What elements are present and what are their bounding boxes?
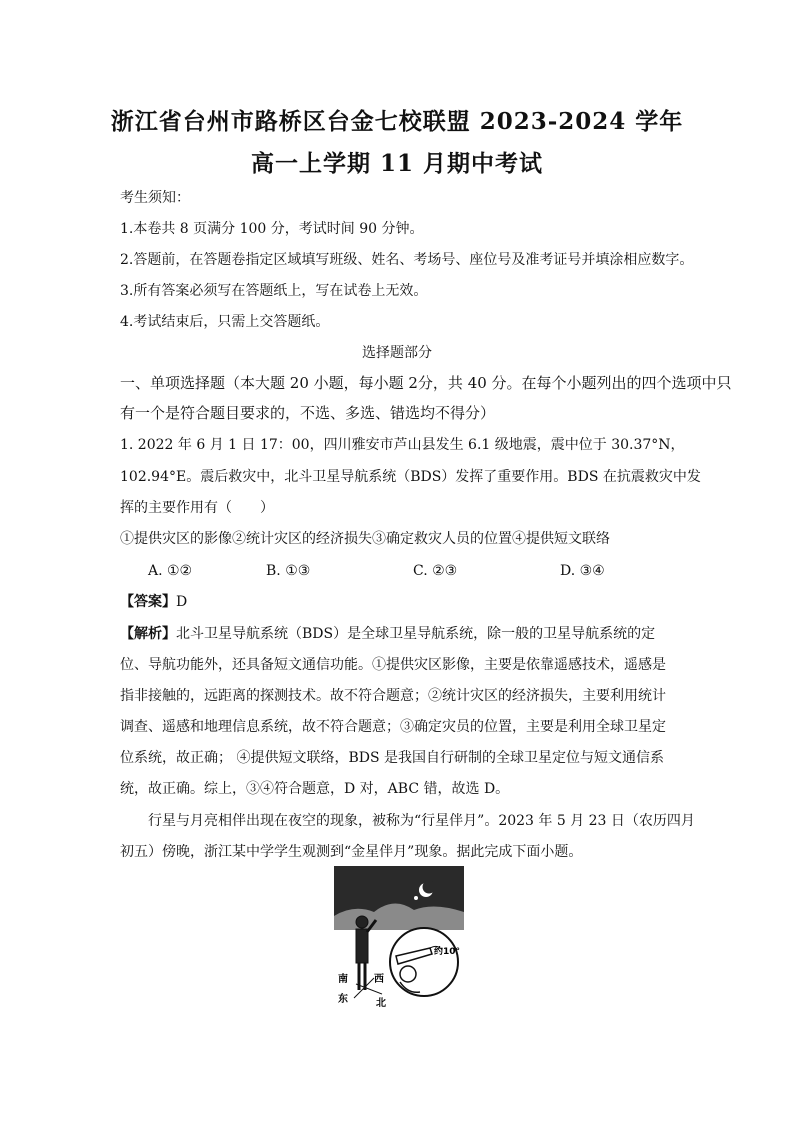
dir-east-label: 东	[338, 994, 348, 1005]
analysis-text: 位系统，故正确； ④提供短文联络，BDS 是我国自行研制的全球卫星定位与短文通信系	[120, 750, 665, 766]
option-c: C. ②③	[413, 563, 458, 579]
venus-dot	[414, 896, 418, 900]
analysis-text: 指非接触的，远距离的探测技术。故不符合题意；②统计灾区的经济损失，主要利用统计	[120, 688, 666, 704]
notice-item: 4.考试结束后，只需上交答题纸。	[120, 314, 330, 330]
analysis-text: 调查、遥感和地理信息系统，故不符合题意；③确定灾员的位置，主要是利用全球卫星定	[120, 719, 666, 735]
analysis-text: 统，故正确。综上，③④符合题意，D 对，ABC 错，故选 D。	[120, 781, 510, 797]
notice-item: 3.所有答案必须写在答题纸上，写在试卷上无效。	[120, 283, 428, 299]
section-title: 选择题部分	[362, 345, 432, 361]
option-d: D. ③④	[560, 563, 605, 579]
exam-title-line1: 浙江省台州市路桥区台金七校联盟 2023-2024 学年	[110, 108, 684, 135]
analysis-label: 【解析】	[120, 626, 176, 642]
dir-west-label: 西	[374, 974, 384, 985]
answer-line	[120, 593, 187, 611]
question1-statements: ①提供灾区的影像②统计灾区的经济损失③确定救灾人员的位置④提供短文联络	[120, 531, 610, 547]
notice-heading: 考生须知：	[120, 190, 190, 206]
dir-north-label: 北	[376, 998, 386, 1009]
analysis-line	[120, 625, 655, 643]
notice-item: 2.答题前，在答题卷指定区域填写班级、姓名、考场号、座位号及准考证号并填涂相应数字。	[120, 252, 694, 268]
analysis-text: 北斗卫星导航系统（BDS）是全球卫星导航系统，除一般的卫星导航系统的定	[176, 626, 656, 642]
passage-text: 初五）傍晚，浙江某中学学生观测到“金星伴月”现象。据此完成下面小题。	[120, 844, 583, 860]
question1-stem: 1. 2022 年 6 月 1 日 17：00，四川雅安市芦山县发生 6.1 级地震，震中位于 30.37°N，	[120, 437, 685, 453]
observation-figure	[334, 866, 464, 1010]
dir-south-label: 南	[338, 974, 348, 985]
notice-item: 1.本卷共 8 页满分 100 分，考试时间 90 分钟。	[120, 221, 424, 237]
answer-label: 【答案】	[120, 594, 176, 610]
section-instruction: 一、单项选择题（本大题 20 小题，每小题 2分，共 40 分。在每个小题列出的四个选项中只	[120, 374, 732, 392]
option-b: B. ①③	[266, 563, 311, 579]
observation-illustration	[334, 866, 464, 1010]
passage-text: 行星与月亮相伴出现在夜空的现象，被称为“行星伴月”。2023 年 5 月 23 日（农历四月	[148, 813, 695, 829]
magnified-inset	[390, 928, 461, 996]
section-instruction: 有一个是符合题目要求的，不选、多选、错选均不得分）	[120, 404, 496, 422]
question1-stem: 挥的主要作用有（ ）	[120, 500, 274, 516]
angle-label: 约10°	[434, 947, 461, 957]
question1-stem: 102.94°E。震后救灾中，北斗卫星导航系统（BDS）发挥了重要作用。BDS 在抗震救灾中发	[120, 469, 701, 485]
analysis-text: 位、导航功能外，还具备短文通信功能。①提供灾区影像，主要是依靠遥感技术，遥感是	[120, 657, 666, 673]
answer-value: D	[176, 594, 188, 610]
option-a: A. ①②	[148, 563, 193, 579]
exam-title-line2: 高一上学期 11 月期中考试	[250, 150, 544, 177]
